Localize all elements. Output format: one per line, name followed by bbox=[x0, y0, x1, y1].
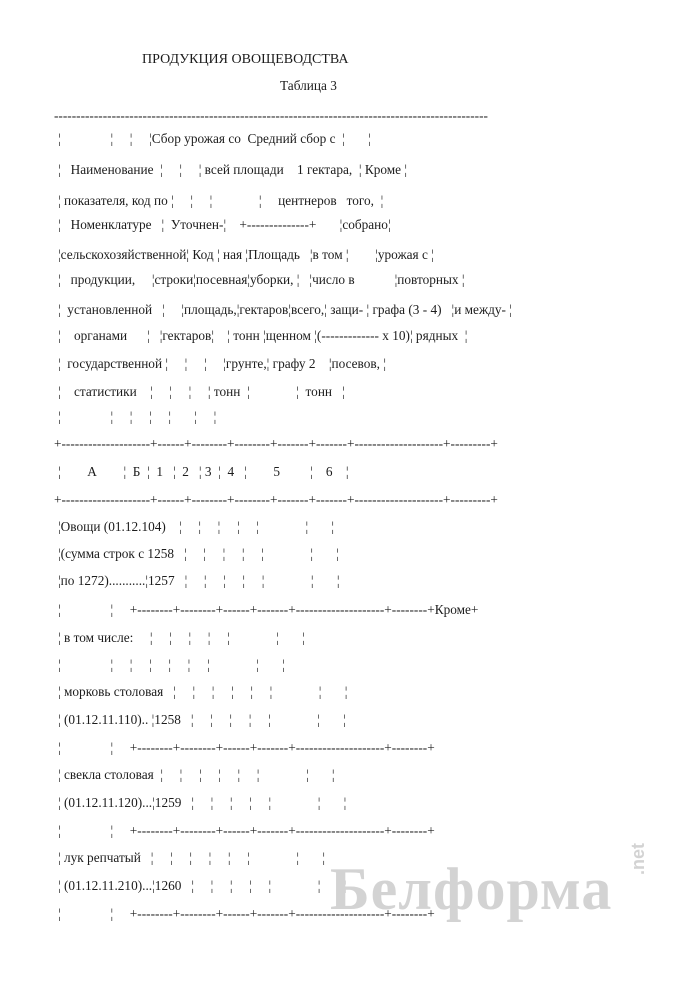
table-caption: Таблица 3 bbox=[280, 78, 337, 93]
watermark-logo: Белформа bbox=[330, 856, 613, 922]
table-line: ¦сельскохозяйственной¦ Код ¦ ная ¦Площадь ¦в том ¦ ¦урожая с ¦ bbox=[58, 247, 434, 262]
table-line: +--------------------+------+--------+--------+-------+-------+--------------------+---------+ bbox=[54, 492, 498, 507]
table-line: ¦ продукции, ¦строки¦посевная¦уборки, ¦ ¦число в ¦повторных ¦ bbox=[58, 272, 465, 287]
table-line: ¦ ¦ ¦ ¦ ¦ ¦ ¦ ¦ ¦ bbox=[58, 657, 285, 672]
table-line: ¦(сумма строк с 1258 ¦ ¦ ¦ ¦ ¦ ¦ ¦ bbox=[58, 546, 339, 561]
table-line: ¦по 1272)...........¦1257 ¦ ¦ ¦ ¦ ¦ ¦ ¦ bbox=[58, 573, 340, 588]
table-line: ¦ лук репчатый ¦ ¦ ¦ ¦ ¦ ¦ ¦ ¦ bbox=[58, 850, 326, 865]
table-line: ¦ в том числе: ¦ ¦ ¦ ¦ ¦ ¦ ¦ bbox=[58, 630, 305, 645]
table-line: ¦Овощи (01.12.104) ¦ ¦ ¦ ¦ ¦ ¦ ¦ bbox=[58, 519, 335, 534]
table-line: ¦ государственной ¦ ¦ ¦ ¦грунте,¦ графу 2 ¦посевов, ¦ bbox=[58, 356, 386, 371]
table-line: ¦ ¦ ¦ ¦ ¦ ¦ ¦ bbox=[58, 409, 217, 424]
table-line: -------------------------------------------------------------------------------------------------- bbox=[54, 108, 488, 123]
table-line: +--------------------+------+--------+--------+-------+-------+--------------------+---------+ bbox=[54, 436, 498, 451]
table-line: ¦ ¦ +--------+--------+------+-------+--------------------+--------+ bbox=[58, 906, 435, 921]
table-line: ¦ статистики ¦ ¦ ¦ ¦ тонн ¦ ¦ тонн ¦ bbox=[58, 384, 345, 399]
table-line: ¦ А ¦ Б ¦ 1 ¦ 2 ¦ 3 ¦ 4 ¦ 5 ¦ 6 ¦ bbox=[58, 464, 349, 479]
table-line: ¦ Наименование ¦ ¦ ¦ всей площади 1 гектара, ¦ Кроме ¦ bbox=[58, 162, 408, 177]
table-line: ¦ ¦ +--------+--------+------+-------+--------------------+--------+ bbox=[58, 823, 435, 838]
table-line: ¦ ¦ +--------+--------+------+-------+--------------------+--------+Кроме+ bbox=[58, 602, 479, 617]
table-line: ¦ (01.12.11.210)...¦1260 ¦ ¦ ¦ ¦ ¦ ¦ ¦ bbox=[58, 878, 347, 893]
watermark-suffix: .net bbox=[628, 842, 648, 875]
table-line: ¦ свекла столовая ¦ ¦ ¦ ¦ ¦ ¦ ¦ ¦ bbox=[58, 767, 335, 782]
table-line: ¦ (01.12.11.120)...¦1259 ¦ ¦ ¦ ¦ ¦ ¦ ¦ bbox=[58, 795, 347, 810]
table-line: ¦ ¦ ¦ ¦Сбор урожая со Средний сбор с ¦ ¦ bbox=[58, 131, 371, 146]
document-title: ПРОДУКЦИЯ ОВОЩЕВОДСТВА bbox=[142, 52, 349, 67]
table-line: ¦ морковь столовая ¦ ¦ ¦ ¦ ¦ ¦ ¦ ¦ bbox=[58, 684, 348, 699]
table-line: ¦ показателя, код по ¦ ¦ ¦ ¦ центнеров того, ¦ bbox=[58, 193, 384, 208]
table-line: ¦ ¦ +--------+--------+------+-------+--------------------+--------+ bbox=[58, 740, 435, 755]
table-line: ¦ установленной ¦ ¦площадь,¦гектаров¦всего,¦ защи- ¦ графа (3 - 4) ¦и между- ¦ bbox=[58, 302, 512, 317]
table-line: ¦ Номенклатуре ¦ Уточнен-¦ +--------------+ ¦собрано¦ bbox=[58, 217, 391, 232]
table-line: ¦ (01.12.11.110).. ¦1258 ¦ ¦ ¦ ¦ ¦ ¦ ¦ bbox=[58, 712, 346, 727]
table-line: ¦ органами ¦ ¦гектаров¦ ¦ тонн ¦щенном ¦(------------- х 10)¦ рядных ¦ bbox=[58, 328, 468, 343]
